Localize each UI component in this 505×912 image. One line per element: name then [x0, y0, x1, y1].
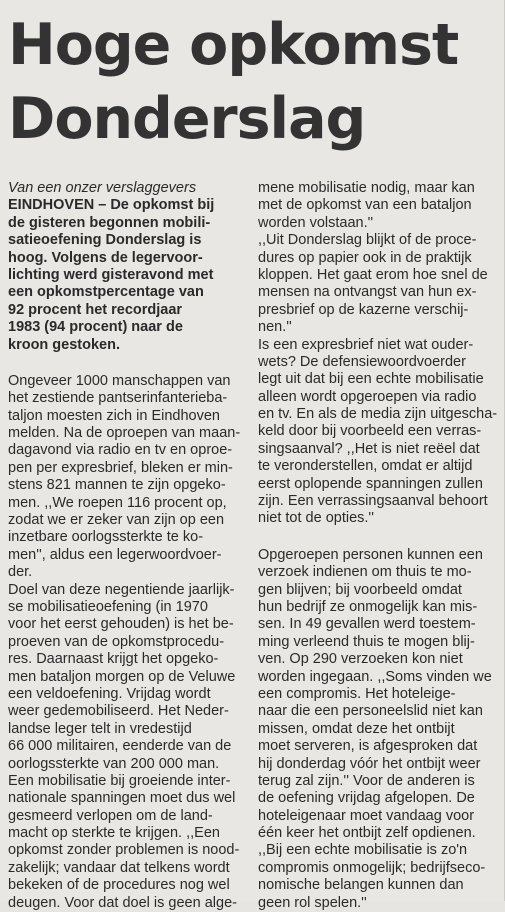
text-line: dagavond via radio en tv en oproe- [8, 442, 233, 459]
text-line: wets? De defensiewoordvoerder [258, 353, 466, 370]
text-line: nomische belangen kunnen dan [258, 877, 464, 894]
text-line: nen.'' [258, 319, 292, 336]
text-line: ven. Op 290 verzoeken kon niet [258, 651, 463, 668]
text-line: terug zal zijn.'' Voor de anderen is [258, 772, 475, 789]
body-paragraph [258, 180, 498, 232]
text-line: 66 000 militairen, eenderde van de [8, 738, 232, 755]
headline-line: Hoge opkomst [8, 12, 459, 78]
text-line: pen per expresbrief, bleken er min- [8, 459, 233, 476]
text-line: Doel van deze negentiende jaarlijk- [8, 581, 235, 598]
text-line: der. [8, 564, 33, 581]
text-line: 1983 (94 procent) naar de [8, 319, 183, 336]
text-line: en tv. En als de media zijn uitgescha- [258, 406, 498, 423]
text-line: proeven van de opkomstprocedu- [8, 633, 225, 650]
body-paragraph [258, 337, 498, 528]
text-line: bekeken of de procedures nog wel [8, 877, 230, 894]
text-line: gen blijven; bij voorbeeld omdat [258, 581, 462, 598]
text-line: ,,Uit Donderslag blijkt of de proce- [258, 232, 477, 249]
text-line: keld door bij voorbeeld een verras- [258, 423, 482, 440]
text-line: sen. In 49 gevallen werd toestem- [258, 616, 476, 633]
text-line: compromis onmogelijk; bedrijfseco- [258, 859, 486, 876]
text-line: weer gedemobiliseerd. Het Neder- [8, 703, 229, 720]
text-line: men. ,,We roepen 116 procent op, [8, 494, 227, 511]
text-line: se mobilisatieoefening (in 1970 [8, 598, 208, 615]
text-line: geen rol spelen.'' [258, 894, 367, 911]
byline [8, 180, 250, 197]
text-line: mensen na ontvangst van hun ex- [258, 284, 477, 301]
text-line: voor het eerst gehouden) is het be- [8, 616, 234, 633]
text-line: kloppen. Het gaat erom hoe snel de [258, 266, 488, 283]
text-line: Is een expresbrief niet wat ouder- [258, 336, 474, 353]
text-line: melden. Na de oproepen van maan- [8, 425, 241, 442]
text-line: legt uit dat bij een echte mobilisatie [258, 371, 484, 388]
text-line: macht op sterkte te krijgen. ,,Een [8, 825, 220, 842]
body-paragraph [258, 547, 498, 912]
text-line: een opkomstpercentage van [8, 284, 204, 301]
text-line: satieoefening Donderslag is [8, 232, 202, 249]
text-line: zijn. Een verrassingsaanval behoort [258, 493, 488, 510]
body-paragraph [8, 582, 250, 773]
text-line: oorlogssterkte van 200 000 man. [8, 755, 220, 772]
text-line: te veronderstellen, omdat er altijd [258, 458, 473, 475]
body-paragraph [8, 373, 250, 582]
text-line: opkomst zonder problemen is nood- [8, 842, 240, 859]
text-line: stens 821 mannen te zijn opgeko- [8, 477, 226, 494]
left-column [8, 180, 250, 912]
text-line: worden ingegaan. ,,Soms vinden we [258, 668, 492, 685]
text-line: landse leger telt in vredestijd [8, 720, 192, 737]
text-line: zakelijk; vandaar dat telkens wordt [8, 859, 230, 876]
text-line: singsaanval? ,,Het is niet reëel dat [258, 440, 480, 457]
text-line: res. Daarnaast krijgt het opgeko- [8, 651, 219, 668]
text-line: een compromis. Het hoteleige- [258, 685, 456, 702]
body-paragraph [258, 232, 498, 336]
text-line: ming verleend thuis te mogen blij- [258, 633, 475, 650]
text-line: ,,Bij een echte mobilisatie is zo'n [258, 842, 468, 859]
text-line: eerst oplopende spanningen zullen [258, 475, 483, 492]
text-line: deugen. Voor dat doel is geen alge- [8, 894, 237, 911]
body-paragraph [8, 773, 250, 912]
text-line: alleen wordt opgeroepen via radio [258, 388, 477, 405]
text-line: hoteleigenaar moet vandaag voor [258, 807, 475, 824]
text-line: mene mobilisatie nodig, maar kan [258, 180, 475, 196]
text-line: EINDHOVEN – De opkomst bij [8, 197, 215, 214]
text-line: één keer het ontbijt zelf opdienen. [258, 825, 476, 842]
text-line: inzetbare oorlogssterkte te ko- [8, 529, 204, 546]
text-line: naar die een personeelslid niet kan [258, 703, 483, 720]
text-line: lichting werd gisteravond met [8, 266, 214, 283]
text-line: Opgeroepen personen kunnen een [258, 546, 483, 563]
text-line: Ongeveer 1000 manschappen van [8, 372, 231, 389]
text-line: gesmeerd verlopen om de land- [8, 807, 213, 824]
text-line: men'', aldus een legerwoordvoer- [8, 546, 222, 563]
headline-line: Donderslag [8, 86, 366, 152]
text-line: hij donderdag vóór het ontbijt weer [258, 755, 481, 772]
text-line: nationale spanningen moet dus wel [8, 790, 236, 807]
text-line: niet tot de opties.'' [258, 510, 374, 527]
text-line: missen, omdat deze het ontbijt [258, 720, 455, 737]
text-line: kroon gestoken. [8, 336, 120, 353]
lead-paragraph [8, 197, 250, 354]
headline [8, 8, 498, 156]
text-line: worden volstaan.'' [258, 214, 374, 231]
text-line: met de opkomst van een bataljon [258, 197, 472, 214]
right-column [258, 180, 498, 912]
text-line: hoog. Volgens de legervoor- [8, 249, 203, 266]
text-line: dures op papier ook in de praktijk [258, 249, 472, 266]
text-line: hun bedrijf ze onmogelijk kan mis- [258, 598, 478, 615]
text-line: zodat we er zeker van zijn op een [8, 512, 225, 529]
text-line: 92 procent het recordjaar [8, 301, 183, 318]
text-line: taljon moesten zich in Eindhoven [8, 407, 220, 424]
text-line: een veldoefening. Vrijdag wordt [8, 685, 211, 702]
text-line: Een mobilisatie bij groeiende inter- [8, 772, 231, 789]
text-line: het zestiende pantserinfanterieba- [8, 390, 228, 407]
text-line: verzoek indienen om thuis te mo- [258, 564, 472, 581]
text-line: men bataljon morgen op de Veluwe [8, 668, 236, 685]
text-line: presbrief op de kazerne verschij- [258, 301, 469, 318]
text-line: de gisteren begonnen mobili- [8, 214, 211, 231]
text-line: moet serveren, is afgesproken dat [258, 738, 478, 755]
byline-text: Van een onzer verslaggevers [8, 180, 197, 196]
text-line: de oefening vrijdag afgelopen. De [258, 790, 475, 807]
